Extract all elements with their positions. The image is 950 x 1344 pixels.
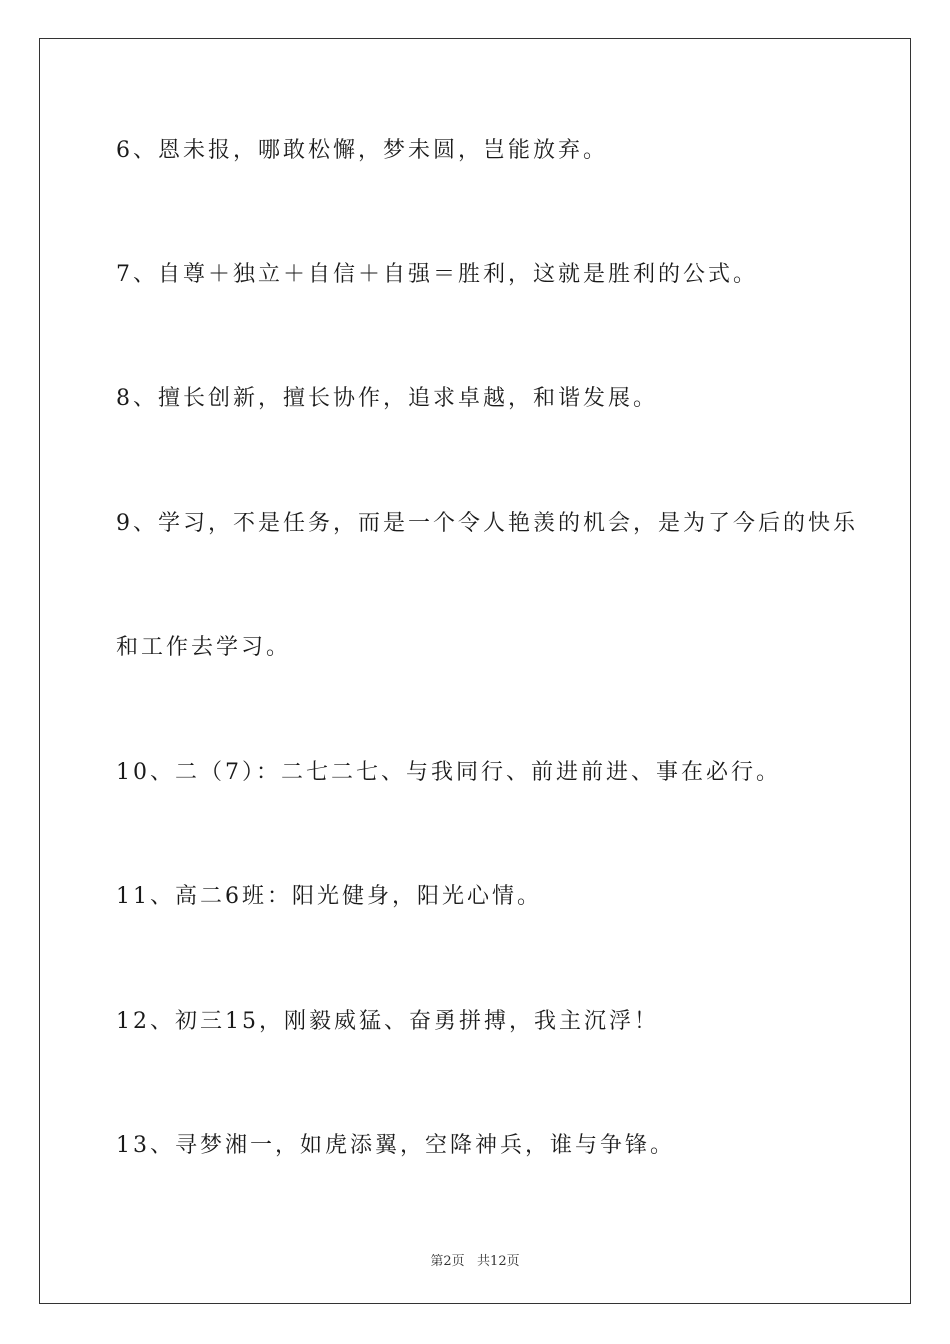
slogan-line-12: 12、初三15，刚毅威猛、奋勇拼搏，我主沉浮！ xyxy=(116,1009,659,1034)
page-border xyxy=(39,38,911,1304)
slogan-line-9: 9、学习，不是任务，而是一个令人艳羡的机会，是为了今后的快乐 xyxy=(116,511,858,536)
slogan-line-13: 13、寻梦湘一，如虎添翼，空降神兵，谁与争锋。 xyxy=(116,1133,675,1158)
page-number-footer: 第2页 共12页 xyxy=(430,1254,520,1269)
slogan-line-10: 10、二（7）：二七二七、与我同行、前进前进、事在必行。 xyxy=(116,760,781,785)
slogan-line-8: 8、擅长创新，擅长协作，追求卓越，和谐发展。 xyxy=(116,386,658,411)
slogan-line-7: 7、自尊＋独立＋自信＋自强＝胜利，这就是胜利的公式。 xyxy=(116,262,758,287)
slogan-line-9-continued: 和工作去学习。 xyxy=(116,635,292,660)
slogan-line-6: 6、恩未报，哪敢松懈，梦未圆，岂能放弃。 xyxy=(116,138,608,163)
slogan-line-11: 11、高二6班：阳光健身，阳光心情。 xyxy=(116,884,542,909)
